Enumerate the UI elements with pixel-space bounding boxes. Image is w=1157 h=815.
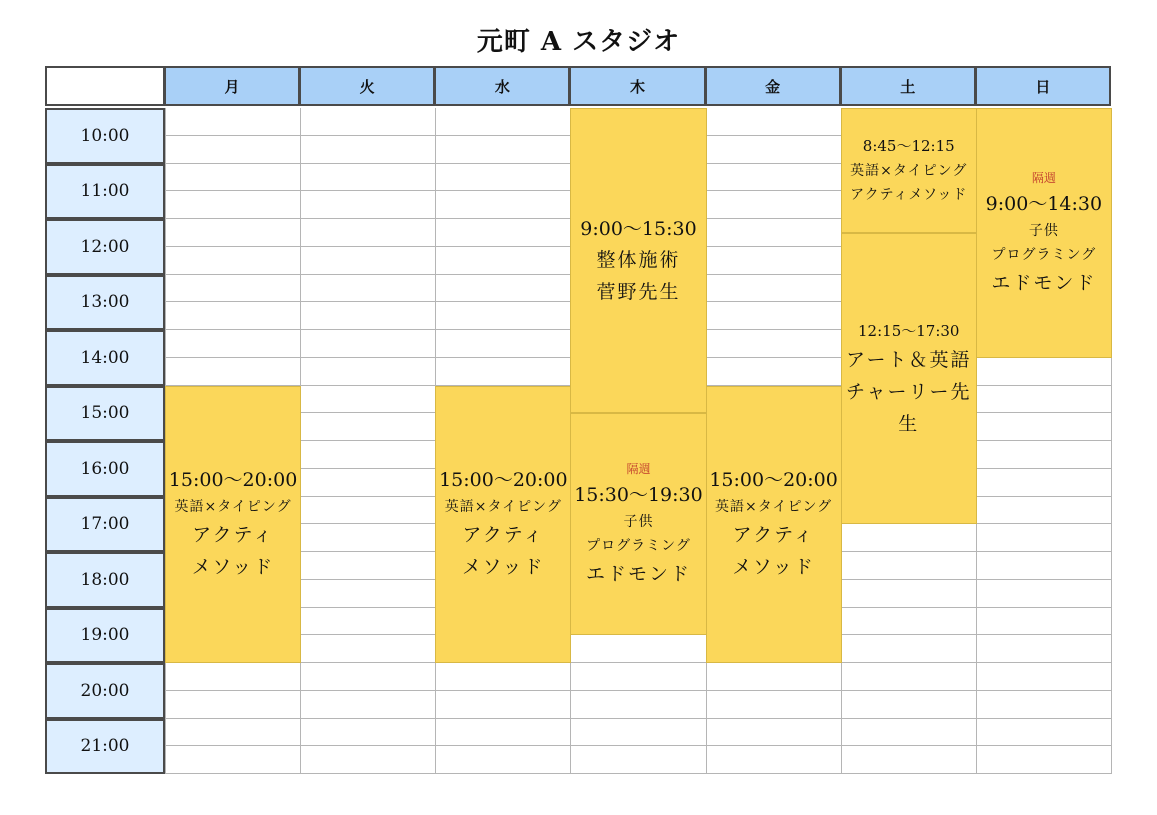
time-slot[interactable] [300, 663, 436, 691]
lesson-line: 子供 [1028, 222, 1059, 239]
time-slot[interactable] [300, 302, 436, 330]
lesson-line: エドモンド [991, 271, 1097, 294]
time-cell: 18:00 [45, 552, 165, 608]
lesson-line: 9:00～15:30 [580, 217, 697, 240]
time-slot[interactable] [841, 691, 977, 719]
time-slot[interactable] [435, 663, 571, 691]
time-slot[interactable] [300, 469, 436, 497]
time-slot[interactable] [300, 524, 436, 552]
time-slot[interactable] [570, 746, 706, 774]
lesson-line: アクティメソッド [850, 187, 968, 204]
time-slot[interactable] [976, 386, 1112, 414]
time-cell: 14:00 [45, 330, 165, 386]
lesson-line: アクティ [732, 524, 815, 547]
time-slot[interactable] [706, 358, 842, 386]
time-slot[interactable] [165, 358, 301, 386]
time-slot[interactable] [435, 247, 571, 275]
time-slot[interactable] [841, 552, 977, 580]
time-slot[interactable] [706, 247, 842, 275]
time-slot[interactable] [165, 219, 301, 247]
time-slot[interactable] [706, 136, 842, 164]
time-slot[interactable] [300, 497, 436, 525]
time-slot[interactable] [976, 524, 1112, 552]
time-slot[interactable] [976, 358, 1112, 386]
time-slot[interactable] [300, 108, 436, 136]
time-slot[interactable] [300, 275, 436, 303]
lesson-line: 15:30～19:30 [574, 484, 703, 507]
lesson-line: メソッド [732, 556, 815, 579]
alternate-week-badge: 隔週 [626, 462, 651, 477]
lesson-line: 子供 [623, 514, 654, 531]
lesson-block[interactable] [706, 386, 842, 664]
time-slot[interactable] [165, 275, 301, 303]
time-slot[interactable] [300, 191, 436, 219]
lesson-line: 英語×タイピング [715, 499, 833, 516]
time-slot[interactable] [976, 608, 1112, 636]
time-slot[interactable] [300, 608, 436, 636]
time-slot[interactable] [976, 746, 1112, 774]
time-slot[interactable] [435, 219, 571, 247]
time-cell: 13:00 [45, 275, 165, 331]
time-slot[interactable] [300, 746, 436, 774]
lesson-line: エドモンド [585, 563, 691, 586]
time-slot[interactable] [435, 136, 571, 164]
time-slot[interactable] [165, 330, 301, 358]
time-slot[interactable] [841, 524, 977, 552]
lesson-line: 英語×タイピング [850, 163, 968, 180]
time-slot[interactable] [435, 164, 571, 192]
lesson-line: アクティ [462, 524, 545, 547]
time-slot[interactable] [706, 719, 842, 747]
time-slot[interactable] [706, 302, 842, 330]
time-slot[interactable] [300, 691, 436, 719]
time-slot[interactable] [300, 136, 436, 164]
time-slot[interactable] [165, 191, 301, 219]
time-slot[interactable] [300, 219, 436, 247]
time-slot[interactable] [706, 191, 842, 219]
lesson-block[interactable] [165, 386, 301, 664]
time-slot[interactable] [570, 663, 706, 691]
time-cell: 10:00 [45, 108, 165, 164]
page-title: 元町 A スタジオ [476, 27, 681, 57]
time-slot[interactable] [841, 663, 977, 691]
time-slot[interactable] [706, 164, 842, 192]
time-slot[interactable] [976, 497, 1112, 525]
time-cell: 16:00 [45, 441, 165, 497]
time-slot[interactable] [435, 191, 571, 219]
lesson-line: 9:00～14:30 [985, 192, 1103, 215]
time-slot[interactable] [706, 219, 842, 247]
day-header-0: 月 [164, 66, 300, 106]
lesson-line: メソッド [191, 556, 275, 579]
time-slot[interactable] [165, 302, 301, 330]
day-header-3: 木 [569, 66, 705, 106]
lesson-block[interactable] [435, 386, 571, 664]
time-slot[interactable] [976, 580, 1112, 608]
time-slot[interactable] [300, 441, 436, 469]
time-slot[interactable] [435, 330, 571, 358]
time-slot[interactable] [570, 691, 706, 719]
time-slot[interactable] [976, 663, 1112, 691]
lesson-line: 整体施術 [596, 248, 681, 271]
time-slot[interactable] [435, 746, 571, 774]
day-header-1: 火 [299, 66, 435, 106]
time-slot[interactable] [435, 358, 571, 386]
time-slot[interactable] [976, 691, 1112, 719]
lesson-block[interactable] [841, 233, 977, 524]
time-cell: 19:00 [45, 608, 165, 664]
time-slot[interactable] [841, 608, 977, 636]
lesson-line: 8:45～12:15 [862, 137, 955, 156]
time-slot[interactable] [841, 635, 977, 663]
time-slot[interactable] [706, 330, 842, 358]
time-slot[interactable] [300, 247, 436, 275]
lesson-line: 15:00～20:00 [709, 469, 838, 492]
lesson-line: 菅野先生 [596, 280, 681, 303]
lesson-line: 15:00～20:00 [168, 469, 298, 492]
header-corner [45, 66, 165, 106]
time-slot[interactable] [570, 719, 706, 747]
time-slot[interactable] [976, 413, 1112, 441]
lesson-line: プログラミング [586, 538, 691, 555]
time-slot[interactable] [165, 136, 301, 164]
lesson-block[interactable] [570, 413, 706, 635]
time-slot[interactable] [165, 663, 301, 691]
time-slot[interactable] [435, 302, 571, 330]
lesson-block[interactable] [841, 108, 977, 233]
time-slot[interactable] [976, 552, 1112, 580]
lesson-line: メソッド [462, 556, 545, 579]
lesson-line: 12:15～17:30 [858, 321, 960, 340]
time-slot[interactable] [976, 441, 1112, 469]
time-slot[interactable] [976, 635, 1112, 663]
time-slot[interactable] [300, 164, 436, 192]
time-slot[interactable] [976, 719, 1112, 747]
time-cell: 15:00 [45, 386, 165, 442]
time-slot[interactable] [300, 635, 436, 663]
time-slot[interactable] [165, 164, 301, 192]
alternate-week-badge: 隔週 [1031, 170, 1056, 185]
lesson-block[interactable] [976, 108, 1112, 358]
time-slot[interactable] [300, 386, 436, 414]
day-header-6: 日 [975, 66, 1111, 106]
time-cell: 20:00 [45, 663, 165, 719]
time-slot[interactable] [976, 469, 1112, 497]
time-slot[interactable] [841, 746, 977, 774]
lesson-line: アート＆英語 [846, 348, 972, 371]
time-cell: 12:00 [45, 219, 165, 275]
time-slot[interactable] [841, 719, 977, 747]
time-slot[interactable] [300, 580, 436, 608]
time-slot[interactable] [300, 358, 436, 386]
time-slot[interactable] [435, 275, 571, 303]
lesson-line: 英語×タイピング [174, 499, 292, 516]
day-header-4: 金 [705, 66, 841, 106]
time-slot[interactable] [300, 330, 436, 358]
time-slot[interactable] [435, 691, 571, 719]
time-slot[interactable] [165, 719, 301, 747]
time-slot[interactable] [706, 108, 842, 136]
lesson-line: 15:00～20:00 [439, 469, 568, 492]
time-slot[interactable] [165, 746, 301, 774]
time-slot[interactable] [435, 108, 571, 136]
time-slot[interactable] [165, 247, 301, 275]
time-slot[interactable] [435, 719, 571, 747]
day-header-2: 水 [434, 66, 570, 106]
lesson-line: プログラミング [991, 246, 1097, 263]
time-cell: 11:00 [45, 164, 165, 220]
time-slot[interactable] [165, 108, 301, 136]
lesson-line: アクティ [192, 524, 275, 547]
time-slot[interactable] [706, 691, 842, 719]
time-slot[interactable] [300, 719, 436, 747]
time-slot[interactable] [300, 552, 436, 580]
lesson-line: 英語×タイピング [444, 499, 562, 516]
time-slot[interactable] [841, 580, 977, 608]
lesson-block[interactable] [570, 108, 706, 413]
lesson-line: チャーリー先生 [846, 380, 972, 435]
time-slot[interactable] [300, 413, 436, 441]
time-cell: 17:00 [45, 497, 165, 553]
time-slot[interactable] [706, 663, 842, 691]
schedule-grid [45, 66, 1111, 774]
time-slot[interactable] [706, 275, 842, 303]
time-slot[interactable] [570, 635, 706, 663]
time-slot[interactable] [706, 746, 842, 774]
time-cell: 21:00 [45, 719, 165, 775]
day-header-5: 土 [840, 66, 976, 106]
time-slot[interactable] [165, 691, 301, 719]
